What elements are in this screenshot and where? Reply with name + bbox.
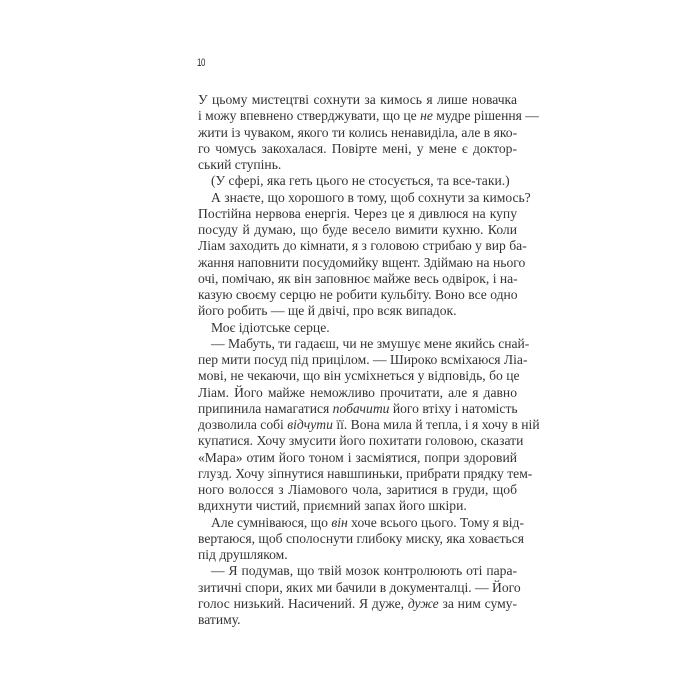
text-line xyxy=(198,108,539,124)
text-segment: припинила намагатися xyxy=(198,400,333,416)
text-line xyxy=(198,189,531,206)
text-segment: вдихнути чистий, приємний запах його шкіри. xyxy=(198,498,467,514)
text-line xyxy=(198,498,517,514)
text-segment: мові, не чекаючи, що він усміхнеться у відповідь, бо це xyxy=(198,368,520,384)
text-segment: його робить — ще й двічі, про всяк випадок. xyxy=(198,303,457,319)
text-segment: (У сфері, яка геть цього не стосується, та все-таки.) xyxy=(211,173,510,189)
text-segment: У цьому мистецтві сохнути за кимось я лише новачка xyxy=(198,92,517,107)
text-line xyxy=(198,320,517,336)
text-segment: Ліам. Його майже неможливо прочитати, але я давно xyxy=(198,384,517,400)
text-line xyxy=(198,482,517,498)
emphasis-text: дуже xyxy=(407,595,439,611)
text-segment: А знаєте, що хорошого в тому, щоб сохнути за кимось? xyxy=(211,189,531,205)
text-line xyxy=(198,547,517,563)
text-line xyxy=(198,335,530,352)
text-line xyxy=(198,173,517,189)
text-segment: хоче всього цього. Тому я від- xyxy=(347,514,524,530)
text-segment: жити із чуваком, якого ти колись ненавиділа, але в яко- xyxy=(198,124,518,140)
text-segment: мудре рішення — xyxy=(432,108,539,124)
text-line xyxy=(198,612,517,628)
text-line xyxy=(198,514,524,531)
text-segment: казую своєму серцю не робити кульбіту. Воно все одно xyxy=(198,287,518,302)
text-segment: за ним суму- xyxy=(438,595,517,611)
text-line xyxy=(198,254,526,271)
text-segment: Моє ідіотське серце. xyxy=(211,319,330,335)
emphasis-text: він xyxy=(331,514,348,530)
text-segment: ного волосся з Ліамового чола, зaритися в груди, щоб xyxy=(198,482,517,497)
text-line xyxy=(198,450,517,466)
text-segment: Але сумніваюся, що xyxy=(211,514,332,530)
text-segment: вертаюся, щоб сполоснути глибоку миску, яка ховається xyxy=(198,530,525,546)
emphasis-text: відчути xyxy=(287,417,333,432)
text-segment: пер мити посуд під прицілом. — Широко всміхаюся Ліа- xyxy=(198,352,528,367)
text-segment: купатися. Хочу змусити його похитати головою, сказати xyxy=(198,433,524,449)
text-line xyxy=(198,206,517,222)
text-line xyxy=(198,596,517,612)
text-line xyxy=(198,287,517,303)
text-segment: її. Вона мила й тепла, і я хочу в ній xyxy=(332,417,540,432)
text-segment: посуду й думаю, що буде весело вимити кухню. Коли xyxy=(198,222,517,237)
text-line xyxy=(198,368,520,384)
text-segment: — Мабуть, ти гадаєш, чи не змушує мене якийсь снай- xyxy=(211,335,530,351)
text-line xyxy=(198,92,517,108)
text-segment: під друшляком. xyxy=(198,547,288,562)
text-segment: голос низький. Насичений. Я дуже, xyxy=(198,595,408,611)
text-segment: і можу впевнено стверджувати, що це xyxy=(198,108,421,124)
text-segment: Ліам заходить до кімнати, я з головою стрибаю у вир ба- xyxy=(198,238,527,254)
emphasis-text: побачити xyxy=(332,400,390,416)
text-segment: дозволила собі xyxy=(198,417,288,432)
text-line xyxy=(198,563,517,579)
body-text xyxy=(198,92,540,628)
text-segment: ський ступінь. xyxy=(198,157,282,172)
text-line xyxy=(198,222,517,238)
text-segment: ватиму. xyxy=(198,612,241,627)
text-segment: Постійна нервова енергія. Через це я дивлюся на купу xyxy=(198,205,517,221)
text-line xyxy=(198,303,517,319)
text-segment: го чомусь закохалася. Повірте мені, у мене є доктор- xyxy=(198,140,517,156)
emphasis-text: не xyxy=(420,108,433,124)
text-line xyxy=(198,141,517,157)
page-number: 10 xyxy=(197,57,206,69)
text-segment: очі, помічаю, як він заповнює майже весь одвірок, і на- xyxy=(198,270,518,286)
text-segment: — Я подумав, що твій мозок контролюють оті пара- xyxy=(211,563,517,579)
text-line xyxy=(198,579,521,596)
text-line xyxy=(198,271,517,287)
text-line xyxy=(198,238,527,254)
text-segment: глузд. Хочу зіпнутися навшпиньки, прибрати прядку тем- xyxy=(198,465,533,481)
text-line xyxy=(198,530,525,547)
text-segment: зитичні спори, яких ми бачили в документалці. — Його xyxy=(198,579,521,595)
text-line xyxy=(198,125,517,141)
text-line xyxy=(198,465,533,482)
text-line xyxy=(198,352,528,368)
text-segment: «Мара» отим його тоном і засміятися, попри здоровий xyxy=(198,449,517,465)
text-line xyxy=(198,417,540,433)
text-line xyxy=(198,157,517,173)
text-line xyxy=(198,401,517,417)
text-line xyxy=(198,385,517,401)
text-line xyxy=(198,433,524,449)
text-segment: жання наповнити посудомийку вщент. Здіймаю на нього xyxy=(198,254,526,270)
text-segment: його втіху і натомість xyxy=(389,400,518,416)
